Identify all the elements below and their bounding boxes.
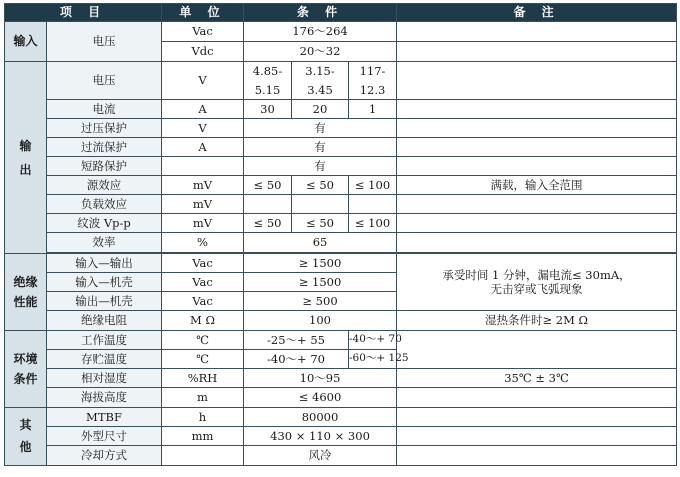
condition-cell: ≤ 50 [292, 176, 349, 195]
remark-cell [397, 446, 677, 466]
table-row [5, 195, 677, 214]
unit-cell: M Ω [162, 311, 244, 331]
remark-cell [397, 42, 677, 62]
remark-cell [397, 22, 677, 42]
item-storage-temp: 存贮温度 [47, 350, 162, 369]
condition-line: 4.85- [252, 64, 283, 79]
header-item: 项 目 [5, 4, 162, 22]
table-row [5, 388, 677, 408]
unit-cell: ℃ [162, 331, 244, 350]
table-row [5, 214, 677, 233]
table-row [5, 138, 677, 157]
remark-cell [397, 331, 677, 369]
header-condition: 条 件 [244, 4, 397, 22]
item-humidity: 相对湿度 [47, 369, 162, 388]
unit-cell: % [162, 233, 244, 253]
table-row [5, 446, 677, 466]
remark-cell [397, 408, 677, 427]
item-cooling: 冷却方式 [47, 446, 162, 466]
header-remark: 备 注 [397, 4, 677, 22]
condition-cell: 20～32 [244, 42, 397, 62]
unit-cell: mm [162, 427, 244, 446]
condition-cell: 65 [244, 233, 397, 253]
item-mtbf: MTBF [47, 408, 162, 427]
table-row [5, 22, 677, 42]
condition-line: 3.45 [307, 82, 333, 97]
remark-cell [397, 62, 677, 100]
group-insulation [5, 254, 47, 331]
remark-cell [397, 254, 677, 311]
table-row [5, 427, 677, 446]
remark-cell [397, 100, 677, 119]
table-row [5, 408, 677, 427]
unit-cell: %RH [162, 369, 244, 388]
table-row [5, 157, 677, 176]
group-insulation-label: 绝缘性能 [13, 274, 38, 309]
remark-cell [397, 138, 677, 157]
condition-cell: ≤ 50 [292, 214, 349, 233]
condition-cell: -25～+ 55 [244, 331, 349, 350]
group-environment [5, 331, 47, 408]
condition-cell: -40～+ 70 [349, 331, 397, 350]
table-row [5, 369, 677, 388]
condition-line: 5.15 [254, 82, 281, 97]
header-row [5, 4, 677, 22]
condition-cell: 80000 [244, 408, 397, 427]
unit-cell: Vac [162, 292, 244, 311]
condition-cell: 风冷 [244, 446, 397, 466]
group-input: 输入 [5, 22, 47, 62]
condition-cell: 100 [244, 311, 397, 331]
condition-cell [244, 195, 292, 214]
remark-cell [397, 119, 677, 138]
condition-cell [292, 62, 349, 100]
condition-cell: 1 [349, 100, 397, 119]
unit-cell: Vac [162, 273, 244, 292]
item-input-voltage: 电压 [47, 22, 162, 62]
remark-cell: 满载，输入全范围 [397, 176, 677, 195]
remark-cell [397, 157, 677, 176]
condition-line: 117- [359, 64, 386, 79]
unit-cell: mV [162, 195, 244, 214]
item-in-case: 输入—机壳 [47, 273, 162, 292]
condition-cell: ≤ 50 [244, 176, 292, 195]
item-source-effect: 源效应 [47, 176, 162, 195]
condition-cell: ≤ 50 [244, 214, 292, 233]
item-out-case: 输出—机壳 [47, 292, 162, 311]
condition-line: 3.15- [305, 64, 335, 79]
unit-cell: V [162, 62, 244, 100]
table-row [5, 176, 677, 195]
item-load-effect: 负载效应 [47, 195, 162, 214]
item-output-current: 电流 [47, 100, 162, 119]
table-row [5, 100, 677, 119]
group-other [5, 408, 47, 466]
unit-cell: mV [162, 176, 244, 195]
table-row [5, 119, 677, 138]
condition-cell: 10～95 [244, 369, 397, 388]
remark-cell [397, 233, 677, 253]
item-ocp: 过流保护 [47, 138, 162, 157]
unit-cell: m [162, 388, 244, 408]
unit-cell: Vac [162, 254, 244, 273]
unit-cell [162, 157, 244, 176]
unit-cell: mV [162, 214, 244, 233]
remark-cell: 35℃ ± 3℃ [397, 369, 677, 388]
condition-cell: ≤ 100 [349, 214, 397, 233]
spec-table-container [4, 3, 677, 466]
condition-cell: -40～+ 70 [244, 350, 349, 369]
remark-line: 无击穿或飞弧现象 [490, 282, 583, 296]
unit-cell: h [162, 408, 244, 427]
condition-cell: ≤ 4600 [244, 388, 397, 408]
condition-cell: 20 [292, 100, 349, 119]
condition-cell: 30 [244, 100, 292, 119]
condition-cell: 有 [244, 119, 397, 138]
condition-cell: ≥ 500 [244, 292, 397, 311]
item-operating-temp: 工作温度 [47, 331, 162, 350]
unit-cell: Vdc [162, 42, 244, 62]
remark-line: 承受时间 1 分钟，漏电流≤ 30mA， [442, 267, 631, 282]
unit-cell: A [162, 100, 244, 119]
header-unit: 单 位 [162, 4, 244, 22]
unit-cell: A [162, 138, 244, 157]
item-output-voltage: 电压 [47, 62, 162, 100]
condition-cell: 有 [244, 138, 397, 157]
condition-cell: ≥ 1500 [244, 273, 397, 292]
remark-cell [397, 214, 677, 233]
group-output [5, 62, 47, 254]
condition-cell [349, 62, 397, 100]
unit-cell [162, 446, 244, 466]
item-in-out: 输入—输出 [47, 254, 162, 273]
table-row [5, 254, 677, 273]
condition-cell: ≤ 100 [349, 176, 397, 195]
remark-cell [397, 195, 677, 214]
condition-cell: 有 [244, 157, 397, 176]
condition-cell [244, 62, 292, 100]
remark-cell: 湿热条件时≥ 2M Ω [397, 311, 677, 331]
group-other-label: 其他 [19, 417, 32, 454]
condition-line: 12.3 [359, 82, 386, 97]
unit-cell: ℃ [162, 350, 244, 369]
table-row [5, 311, 677, 331]
table-row [5, 331, 677, 350]
table-row [5, 233, 677, 253]
remark-cell [397, 388, 677, 408]
item-dimension: 外型尺寸 [47, 427, 162, 446]
condition-cell [292, 195, 349, 214]
condition-cell: 430 × 110 × 300 [244, 427, 397, 446]
spec-table [4, 3, 677, 466]
condition-cell: 176～264 [244, 22, 397, 42]
remark-cell [397, 427, 677, 446]
item-altitude: 海拔高度 [47, 388, 162, 408]
item-ripple: 纹波 Vp-p [47, 214, 162, 233]
condition-cell: ≥ 1500 [244, 254, 397, 273]
group-output-label: 输出 [19, 138, 32, 177]
item-insulation-resistance: 绝缘电阻 [47, 311, 162, 331]
item-scp: 短路保护 [47, 157, 162, 176]
condition-cell: -60～+ 125 [349, 350, 397, 369]
item-efficiency: 效率 [47, 233, 162, 253]
item-ovp: 过压保护 [47, 119, 162, 138]
group-environment-label: 环境条件 [13, 351, 38, 386]
unit-cell: V [162, 119, 244, 138]
unit-cell: Vac [162, 22, 244, 42]
condition-cell [349, 195, 397, 214]
table-row [5, 62, 677, 100]
